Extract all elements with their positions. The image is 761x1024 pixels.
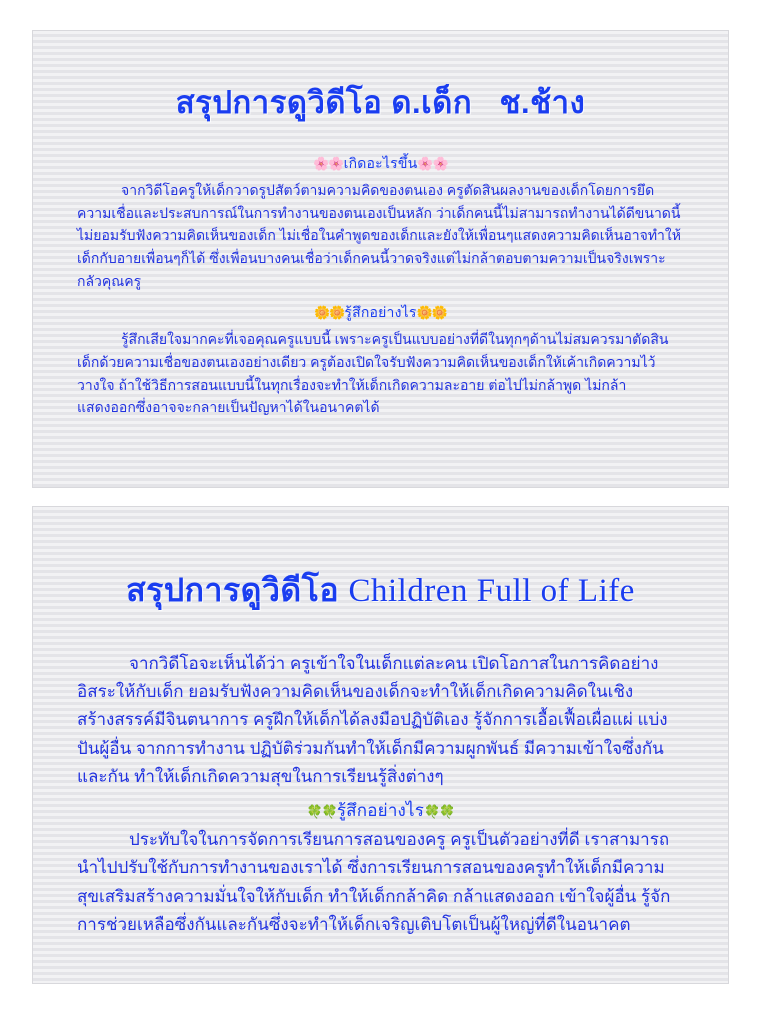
slide-1-section-1-paragraph: จากวิดีโอครูให้เด็กวาดรูปสัตว์ตามความคิดของตนเอง ครูตัดสินผลงานของเด็กโดยการยึดความเชื่อและประสบการณ์ในการทำงานของตนเองเป็นหลัก ว่าเด็กคนนี้ไม่สามารถทำงานได้ดีขนาดนี้ ไม่ยอมรับฟังความคิดเห็นของเด็ก ไม่เชื่อในคำพูดของเด็กและยังให้เพื่อนๆแสดงความคิดเห็นอาจทำให้เด็กกับอายเพื่อนๆก็ได้ ซึ่งเพื่อนบางคนเชื่อว่าเด็กคนนี้วาดจริงแต่ไม่กล้าตอบตามความเป็นจริงเพราะกลัวคุณครู	[77, 182, 685, 289]
slide-1-section-1-heading	[77, 153, 684, 175]
flower-icon-right: 🌸🌸	[417, 156, 448, 171]
slide-2-section-2-heading-text: รู้สึกอย่างไร	[336, 801, 425, 821]
slide-2-title-thai: สรุปการดูวิดีโอ	[126, 572, 340, 608]
slide-1-section-2-heading-text: รู้สึกอย่างไร	[344, 304, 417, 321]
slide-2	[32, 506, 729, 984]
slide-2-title-latin: Children Full of Life	[348, 573, 635, 609]
clover-icon-right: 🍀🍀	[424, 804, 455, 820]
flower-icon-left: 🌸🌸	[313, 156, 344, 171]
slide-1-section-1-heading-text: เกิดอะไรขึ้น	[343, 155, 418, 171]
slide-1-title: สรุปการดูวิดีโอ ด.เด็ก ช.ช้าง	[175, 85, 586, 120]
slide-2-section-2-paragraph: ประทับใจในการจัดการเรียนการสอนของครู ครูเป็นตัวอย่างที่ดี เราสามารถนำไปปรับใช้กับการทำงานของเราได้ ซึ่งการเรียนการสอนของครูทำให้เด็กมีความสุขเสริมสร้างความมั่นใจให้กับเด็ก ทำให้เด็กกล้าคิด กล้าแสดงออก เข้าใจผู้อื่น รู้จักการช่วยเหลือซึ่งกันและกันซึ่งจะทำให้เด็กเจริญเติบโตเป็นผู้ใหญ่ที่ดีในอนาคต	[77, 830, 671, 934]
slide-2-section-2-heading	[77, 797, 684, 824]
slide-2-title	[77, 565, 684, 616]
slide-2-section-1-paragraph: จากวิดีโอจะเห็นได้ว่า ครูเข้าใจในเด็กแต่ละคน เปิดโอกาสในการคิดอย่างอิสระให้กับเด็ก ยอมรับฟังความคิดเห็นของเด็กจะทำให้เด็กเกิดความคิดในเชิงสร้างสรรค์มีจินตนาการ ครูฝึกให้เด็กได้ลงมือปฏิบัติเอง รู้จักการเอื้อเฟื้อเผื่อแผ่ แบ่งปันผู้อื่น จากการทำงาน ปฏิบัติร่วมกันทำให้เด็กมีความผูกพันธ์ มีความเข้าใจซึ่งกันและกัน ทำให้เด็กเกิดความสุขในการเรียนรู้สิ่งต่างๆ	[77, 654, 668, 786]
slide-1	[32, 30, 729, 488]
blossom-icon-left: 🌼🌼	[314, 305, 345, 321]
blossom-icon-right: 🌼🌼	[416, 305, 447, 321]
slide-1-section-2-paragraph: รู้สึกเสียใจมากคะที่เจอคุณครูแบบนี้ เพราะครูเป็นแบบอย่างที่ดีในทุกๆด้านไม่สมควรมาตัดสินเด็กด้วยความเชื่อของตนเองอย่างเดียว ครูต้องเปิดใจรับฟังความคิดเห็นของเด็กให้เค้าเกิดความไว้วางใจ ถ้าใช้วิธีการสอนแบบนี้ในทุกเรื่องจะทำให้เด็กเกิดความละอาย ต่อไปไม่กล้าพูด ไม่กล้าแสดงออกซึ่งอาจจะกลายเป็นปัญหาได้ในอนาคตได้	[77, 331, 669, 416]
clover-icon-left: 🍀🍀	[306, 804, 337, 820]
slide-1-section-2-heading	[77, 302, 684, 324]
